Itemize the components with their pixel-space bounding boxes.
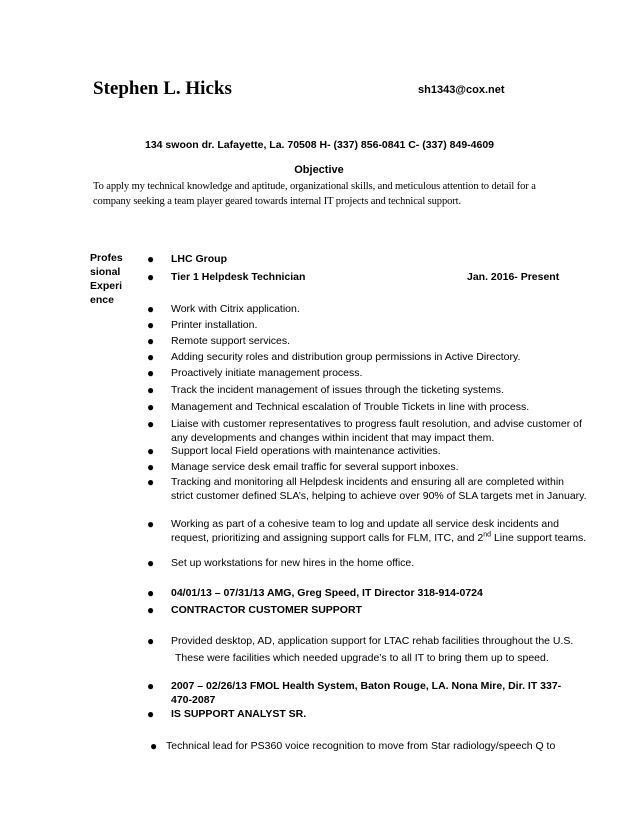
duty-text (171, 517, 587, 545)
list-item (147, 383, 587, 397)
duty-text: Manage service desk email traffic for several support inboxes. (171, 461, 459, 473)
objective-heading: Objective (294, 164, 344, 176)
bullet-icon: ● (147, 517, 155, 531)
duty-teams-post: Line support teams. (491, 532, 587, 544)
list-item (147, 556, 587, 570)
duty-text (171, 634, 587, 665)
job2-header-row (147, 586, 587, 600)
duty-teams-sup: nd (483, 531, 492, 539)
list-item (147, 460, 587, 474)
list-item (150, 739, 590, 753)
bullet-icon: ● (147, 318, 155, 332)
bullet-icon: ● (147, 366, 155, 380)
bullet-icon: ● (147, 556, 155, 570)
duty-text: Tracking and monitoring all Helpdesk incidents and ensuring all are completed within strict customer defined SLA’s, helping to achieve over 90% of SLA targets met in January. (171, 476, 587, 502)
address-phone-line: 134 swoon dr. Lafayette, La. 70508 H- (337) 856-0841 C- (337) 849-4609 (145, 139, 495, 151)
job2-title: CONTRACTOR CUSTOMER SUPPORT (171, 604, 362, 616)
duty-text: Adding security roles and distribution group permissions in Active Directory. (171, 351, 521, 363)
list-item (147, 475, 587, 503)
list-item (147, 517, 587, 545)
bullet-icon: ● (147, 334, 155, 348)
job3-header-row (147, 679, 587, 707)
job3-header: 2007 – 02/26/13 FMOL Health System, Baton Rouge, LA. Nona Mire, Dir. IT 337-470-2087 (171, 680, 562, 706)
job2-title-row (147, 603, 587, 617)
candidate-name: Stephen L. Hicks (93, 78, 232, 99)
job3-title-row (147, 707, 587, 721)
list-item (147, 366, 587, 380)
bullet-icon: ● (147, 679, 155, 693)
bullet-icon: ● (147, 383, 155, 397)
list-item (147, 318, 587, 332)
list-item (147, 350, 587, 364)
bullet-icon: ● (147, 252, 155, 266)
duty-text: Remote support services. (171, 335, 291, 347)
bullet-icon: ● (150, 739, 158, 753)
duty-text: Management and Technical escalation of Trouble Tickets in line with process. (171, 401, 530, 413)
duty-text: Set up workstations for new hires in the home office. (171, 557, 415, 569)
duty-line: These were facilities which needed upgrade’s to all IT to bring them up to speed. (175, 652, 549, 664)
bullet-icon: ● (147, 270, 155, 284)
bullet-icon: ● (147, 603, 155, 617)
bullet-icon: ● (147, 460, 155, 474)
duty-text: Printer installation. (171, 319, 258, 331)
bullet-icon: ● (147, 475, 155, 489)
section-label-professional-experience: Profes sional Experi ence (90, 252, 123, 306)
duty-teams-pre: Working as part of a cohesive team to log and update all service desk incidents and request, prioritizing and assigning support calls for FLM, ITC, and 2 (171, 518, 559, 544)
job3-title: IS SUPPORT ANALYST SR. (171, 708, 307, 720)
duty-text: Support local Field operations with maintenance activities. (171, 445, 441, 457)
job1-company-text: LHC Group (171, 253, 227, 265)
bullet-icon: ● (147, 302, 155, 316)
duty-text: Work with Citrix application. (171, 303, 300, 315)
job1-company (147, 252, 587, 266)
bullet-icon: ● (147, 586, 155, 600)
bullet-icon: ● (147, 350, 155, 364)
bullet-icon: ● (147, 417, 155, 431)
list-item (147, 634, 587, 665)
duty-text: Technical lead for PS360 voice recognition to move from Star radiology/speech Q to (166, 740, 556, 752)
list-item (147, 400, 587, 414)
job2-header: 04/01/13 – 07/31/13 AMG, Greg Speed, IT Director 318-914-0724 (171, 587, 483, 599)
bullet-icon: ● (147, 707, 155, 721)
bullet-icon: ● (147, 400, 155, 414)
list-item (147, 334, 587, 348)
email-address: sh1343@cox.net (418, 84, 505, 96)
duty-line: Provided desktop, AD, application support for LTAC rehab facilities throughout the U.S. (171, 635, 574, 647)
duty-text: Proactively initiate management process. (171, 367, 363, 379)
duty-text: Liaise with customer representatives to progress fault resolution, and advise customer of any developments and changes within incident that may impact them. (171, 418, 582, 444)
job1-title: Tier 1 Helpdesk Technician (171, 271, 306, 283)
bullet-icon: ● (147, 444, 155, 458)
job1-title-row (147, 270, 587, 284)
list-item (147, 444, 587, 458)
job1-dates: Jan. 2016- Present (467, 271, 560, 283)
list-item (147, 302, 587, 316)
objective-text: To apply my technical knowledge and aptitude, organizational skills, and meticulous attention to detail for a company seeking a team player geared towards internal IT projects and technical support. (93, 181, 536, 207)
duty-text: Track the incident management of issues through the ticketing systems. (171, 384, 504, 396)
list-item (147, 417, 587, 445)
bullet-icon: ● (147, 634, 155, 648)
